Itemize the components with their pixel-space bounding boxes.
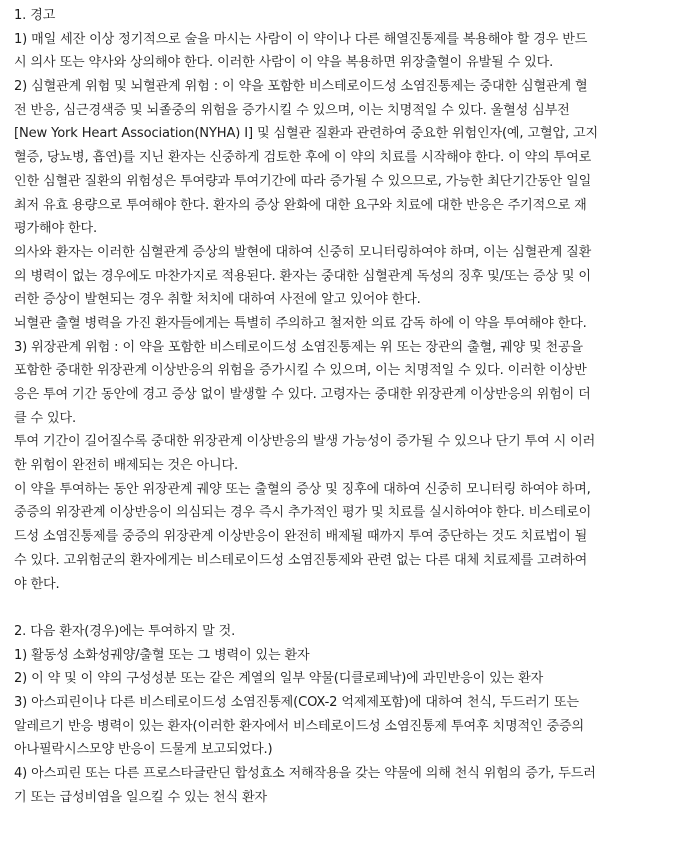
section-1-line-13: 뇌혈관 출혈 병력을 가진 환자들에게는 특별히 주의하고 철저한 의료 감독 하에 이 약을 투여해야 한다. bbox=[14, 315, 587, 331]
section-1-line-9: 평가해야 한다. bbox=[14, 221, 98, 237]
section-2-line-7: 기 또는 급성비염을 일으킬 수 있는 천식 환자 bbox=[14, 789, 268, 805]
section-1-line-19: 한 위험이 완전히 배제되는 것은 아니다. bbox=[14, 458, 239, 474]
section-2-line-2: 2) 이 약 및 이 약의 구성성분 또는 같은 계열의 일부 약물(디클로페낙)에 과민반응이 있는 환자 bbox=[14, 671, 544, 687]
section-1-line-4: 전 반응, 심근경색증 및 뇌졸중의 위험을 증가시킬 수 있으며, 이는 치명적일 수 있다. 울혈성 심부전 bbox=[14, 102, 570, 118]
section-2-line-6: 4) 아스피린 또는 다른 프로스타글란딘 합성효소 저해작용을 갖는 약물에 의해 천식 위험의 증가, 두드러 bbox=[14, 766, 596, 781]
section-1-line-15: 포함한 중대한 위장관계 이상반응의 위험을 증가시킬 수 있으며, 이는 치명적일 수 있다. 이러한 이상반 bbox=[14, 363, 587, 379]
section-1-line-1: 1) 매일 세잔 이상 정기적으로 술을 마시는 사람이 이 약이나 다른 해열진통제를 복용해야 할 경우 반드 bbox=[14, 31, 588, 47]
section-1-line-10: 의사와 환자는 이러한 심혈관계 증상의 발현에 대하여 신중히 모니터링하여야 하며, 이는 심혈관계 질환 bbox=[14, 244, 592, 260]
section-2-line-4: 알레르기 반응 병력이 있는 환자(이러한 환자에서 비스테로이드성 소염진통제 투여후 치명적인 중증의 bbox=[14, 718, 585, 734]
section-1-line-17: 클 수 있다. bbox=[14, 410, 77, 426]
section-spacer bbox=[14, 596, 690, 620]
section-1-line-18: 투여 기간이 길어질수록 중대한 위장관계 이상반응의 발생 가능성이 증가될 수 있으나 단기 투여 시 이러 bbox=[14, 434, 596, 450]
section-1-line-24: 야 한다. bbox=[14, 576, 60, 592]
section-2-line-5: 아나필락시스모양 반응이 드물게 보고되었다.) bbox=[14, 742, 273, 758]
section-1-line-21: 중증의 위장관계 이상반응이 의심되는 경우 즉시 추가적인 평가 및 치료를 실시하여야 한다. 비스테로이 bbox=[14, 505, 592, 521]
section-1-line-7: 인한 심혈관 질환의 위험성은 투여량과 투여기간에 따라 증가될 수 있으므로, 가능한 최단기간동안 일일 bbox=[14, 173, 592, 189]
section-1-heading: 1. 경고 bbox=[14, 8, 56, 23]
section-2-heading: 2. 다음 환자(경우)에는 투여하지 말 것. bbox=[14, 623, 236, 639]
section-1-line-14: 3) 위장관계 위험 : 이 약을 포함한 비스테로이드성 소염진통제는 위 또는 장관의 출혈, 궤양 및 천공을 bbox=[14, 339, 584, 355]
section-2-line-1: 1) 활동성 소화성궤양/출혈 또는 그 병력이 있는 환자 bbox=[14, 647, 310, 663]
section-1-line-5: [New York Heart Association(NYHA) Ⅰ] 및 심혈관 질환과 관련하여 중요한 위험인자(예, 고혈압, 고지 bbox=[14, 126, 598, 142]
section-1-line-22: 드성 소염진통제를 중증의 위장관계 이상반응이 완전히 배제될 때까지 투여 중단하는 것도 치료법이 될 bbox=[14, 529, 588, 545]
section-2-line-3: 3) 아스피린이나 다른 비스테로이드성 소염진통제(COX-2 억제제포함)에 대하여 천식, 두드러기 또는 bbox=[14, 694, 579, 710]
section-1-line-12: 러한 증상이 발현되는 경우 취할 처치에 대하여 사전에 알고 있어야 한다. bbox=[14, 292, 421, 308]
section-1-line-23: 수 있다. 고위험군의 환자에게는 비스테로이드성 소염진통제와 관련 없는 다른 대체 치료제를 고려하여 bbox=[14, 552, 588, 568]
section-1-line-8: 최저 유효 용량으로 투여해야 한다. 환자의 증상 완화에 대한 요구와 치료에 대한 반응은 주기적으로 재 bbox=[14, 197, 587, 213]
section-1-line-6: 혈증, 당뇨병, 흡연)를 지닌 환자는 신중하게 검토한 후에 이 약의 치료를 시작해야 한다. 이 약의 투여로 bbox=[14, 150, 592, 166]
section-1-line-11: 의 병력이 없는 경우에도 마찬가지로 적용된다. 환자는 중대한 심혈관계 독성의 징후 및/또는 증상 및 이 bbox=[14, 268, 591, 284]
section-1-line-2: 시 의사 또는 약사와 상의해야 한다. 이러한 사람이 이 약을 복용하면 위장출혈이 유발될 수 있다. bbox=[14, 55, 554, 71]
section-1-line-3: 2) 심혈관계 위험 및 뇌혈관계 위험 : 이 약을 포함한 비스테로이드성 소염진통제는 중대한 심혈관계 혈 bbox=[14, 79, 588, 95]
section-1-line-20: 이 약을 투여하는 동안 위장관계 궤양 또는 출혈의 증상 및 징후에 대하여 신중히 모니터링 하여야 하며, bbox=[14, 481, 591, 497]
section-1-line-16: 응은 투여 기간 동안에 경고 증상 없이 발생할 수 있다. 고령자는 중대한 위장관계 이상반응의 위험이 더 bbox=[14, 387, 591, 402]
